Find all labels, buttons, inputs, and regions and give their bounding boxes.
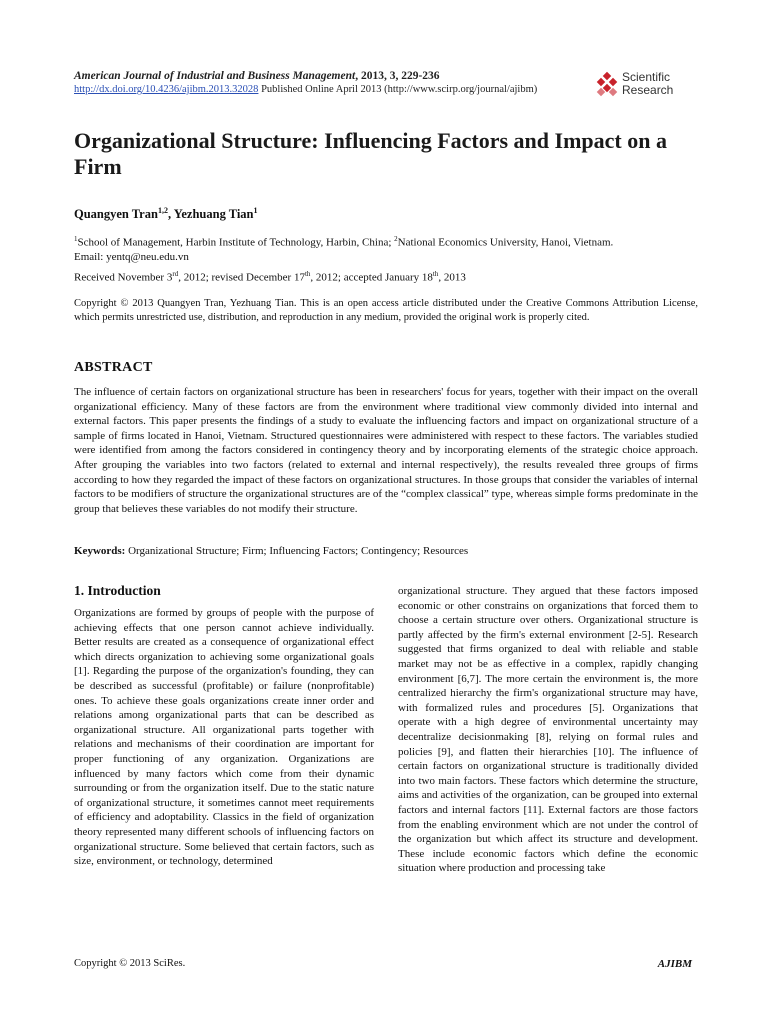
abstract-heading: ABSTRACT [74, 360, 153, 375]
affiliation-2: National Economics University, Hanoi, Vietnam. [397, 236, 614, 249]
author-2: Yezhuang Tian [173, 207, 254, 222]
author-separator: , [167, 207, 174, 222]
author-email[interactable]: Email: yentq@neu.edu.vn [74, 250, 189, 263]
logo-line-1: Scientific [622, 70, 671, 84]
doi-link[interactable]: http://dx.doi.org/10.4236/ajibm.2013.32028 [74, 84, 259, 95]
affiliation-1: School of Management, Harbin Institute of Technology, Harbin, China; [77, 236, 395, 249]
journal-citation [74, 70, 440, 82]
received-dates [74, 270, 466, 284]
footer-copyright: Copyright © 2013 SciRes. [74, 958, 186, 969]
affil-sup-1: 1 [74, 235, 78, 243]
intro-right-column: organizational structure. They argued that these factors imposed economic or other constrains on organizations that forced them to choose a certain structure over others. Organizational structure is partly affected by the firm's external environment [2-5]. Research suggested that firms organized to deal with reliable and stable market may not be as effective in a complex, rapidly changing environment [6,7]. The more certain the environment is, the more centralized hierarchy the firm's organizational structure may have, with formalized rules and procedures [5]. Organizations that operate with a high degree of environmental uncertainty may decentralize decisionmaking [8], relying on formal rules and policies [9], and flatten their hierarchies [10]. The influence of certain factors on organizational structure is traditionally divided into two main factors. These factors which determine the structure, aims and activities of the organization, can be grouped into external factors and internal factors [11]. External factors are those factors from the enabling environment which are not under the control of the organization but which affect its structure and development. These include economic factors which define the economic situation where production and processing take [398, 585, 698, 875]
author-1-affil: 1,2 [157, 206, 168, 215]
author-2-affil: 1 [253, 206, 258, 215]
revised-sup: th [304, 270, 311, 278]
publisher-logo [596, 70, 700, 100]
affiliations [74, 232, 714, 264]
keywords-text: Organizational Structure; Firm; Influencing Factors; Contingency; Resources [125, 545, 469, 557]
accepted-date: , 2012; accepted January 18 [310, 271, 433, 284]
scientific-research-logo-icon [596, 73, 618, 95]
journal-volume: , 2013, 3, 229-236 [355, 70, 440, 82]
intro-left-column: Organizations are formed by groups of people with the purpose of achieving effects that one person cannot achieve individually. Better results are created as a consequence of organizational effect which directs organization to achieving some organizational goals [1]. Regarding the purpose of the organization's founding, they can be described as successful (profitable) or failure (nonprofitable) ones. To achieve these goals organizations create inner order and relations among organizational parts that can be described as organizational structure. All organizational parts together with relations and mechanisms of their coordination are important for proper functioning of any organization. Organizations are influenced by many factors which come from their dynamic surrounding or from the organization itself. Due to the static nature of organizational structure, it sometimes cannot meet requirements of efficiency and adoptability. Classics in the field of organization theory represented many different schools of influencing factors on organizational structure. Some believed that certain factors, such as size, environment, or technology, determined [74, 607, 374, 868]
received-date: Received November 3 [74, 271, 173, 284]
accepted-year: , 2013 [438, 271, 466, 284]
footer-journal-abbrev: AJIBM [657, 958, 692, 970]
author-1: Quangyen Tran [74, 207, 158, 222]
doi-line [74, 84, 537, 95]
affiliation-line [74, 232, 714, 250]
keywords [74, 545, 698, 557]
keywords-label: Keywords: [74, 545, 126, 557]
paper-title: Organizational Structure: Influencing Factors and Impact on a Firm [74, 128, 667, 179]
section-heading-introduction: 1. Introduction [74, 583, 161, 598]
accepted-sup: th [432, 270, 439, 278]
journal-name: American Journal of Industrial and Business Management [74, 70, 356, 82]
abstract-body: The influence of certain factors on organizational structure has been in researchers' focus for years, together with their impact on the overall organizational efficiency. Many of these factors are from the environment where traditional view commonly divided into internal and external factors. This paper presents the findings of a study to evaluate the influencing factors and impact on organizational structure of a sample of firms located in Hanoi, Vietnam. Structured questionnaires were administered with respect to these factors. The variables studied were identified from among the factors considered in contingency theory and by incorporating elements of the strategic choice approach. After grouping the variables into two factors (related to external and internal respectively), the results revealed three groups of firms according to how they regarded the impact of these factors on organizational structures. In those groups that consider the variables of internal factors to be modifiers of structure the organizational structures are of the “complex classical” type, whereas simple forms predominate in the group that believes these variables do not modify their structure. [74, 386, 698, 515]
copyright-note: Copyright © 2013 Quangyen Tran, Yezhuang Tian. This is an open access article distributed under the Creative Commons Attribution License, which permits unrestricted use, distribution, and reproduction in any medium, provided the original work is properly cited. [74, 298, 698, 323]
published-online: Published Online April 2013 (http://www.scirp.org/journal/ajibm) [258, 84, 538, 95]
logo-text [622, 71, 673, 97]
authors [74, 206, 258, 222]
logo-line-2: Research [622, 83, 674, 97]
affil-sup-2: 2 [394, 235, 398, 243]
received-sup: rd [172, 270, 179, 278]
revised-date: , 2012; revised December 17 [178, 271, 305, 284]
